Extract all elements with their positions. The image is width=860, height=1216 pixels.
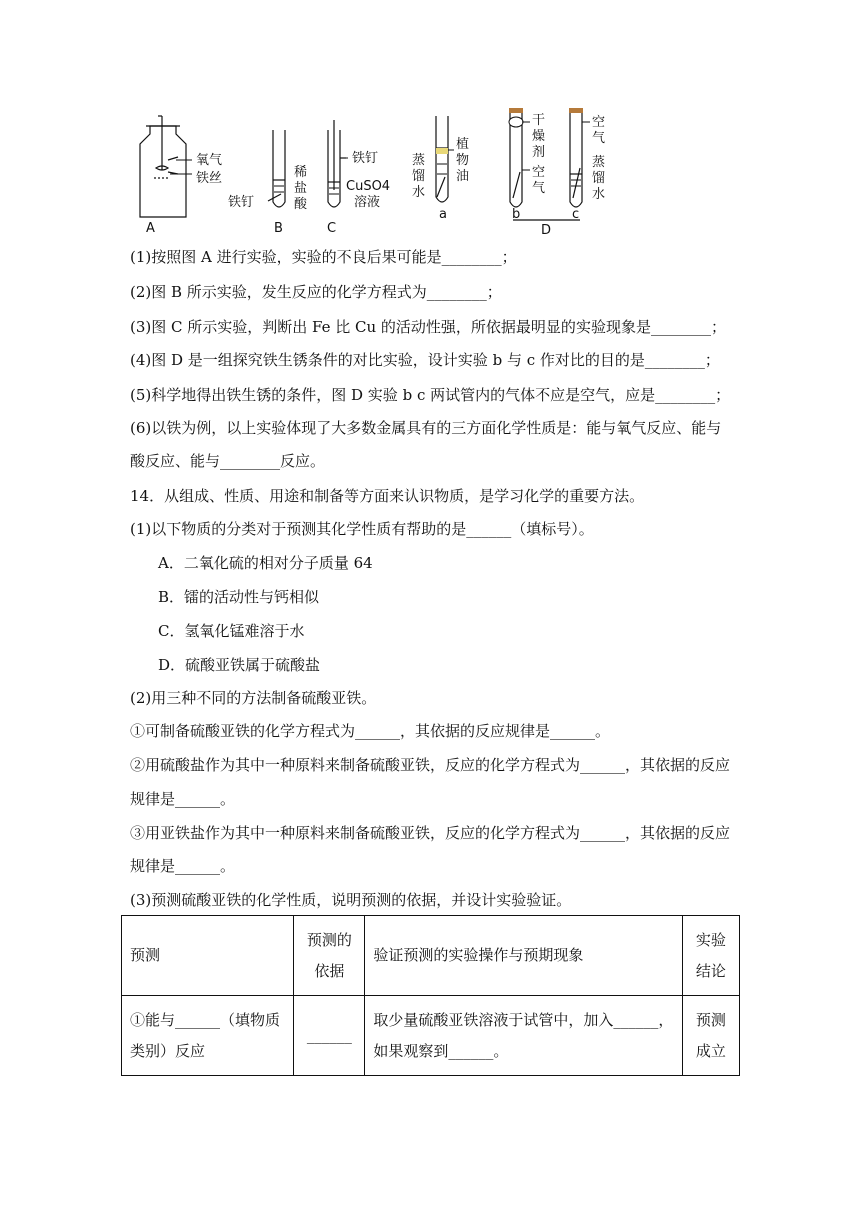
label-distilled-water-c-1: 蒸 [592, 155, 606, 170]
label-distilled-water-c-3: 水 [592, 187, 606, 202]
question-3: (3)图 C 所示实验，判断出 Fe 比 Cu 的活动性强，所依据最明显的实验现象是________； [130, 318, 726, 336]
label-dilute-hcl-3: 酸 [294, 197, 308, 212]
question-5: (5)科学地得出铁生锈的条件，图 D 实验 b c 两试管内的气体不应是空气，应是________； [130, 386, 731, 404]
question-1: (1)按照图 A 进行实验，实验的不良后果可能是________； [130, 248, 517, 266]
question-4: (4)图 D 是一组探究铁生锈条件的对比实验，设计实验 b 与 c 作对比的目的是________； [130, 351, 720, 369]
label-oxygen: 氧气 [196, 153, 223, 168]
question-6-line1: (6)以铁为例，以上实验体现了大多数金属具有的三方面化学性质是：能与氧气反应、能与 [130, 419, 722, 437]
label-distilled-water-c-2: 馏 [592, 171, 606, 186]
option-d: D．硫酸亚铁属于硫酸盐 [158, 656, 321, 674]
option-c: C．氢氧化锰难溶于水 [158, 622, 305, 640]
label-air-c-1: 空 [592, 115, 606, 130]
label-distilled-water-a-3: 水 [412, 185, 426, 200]
method-3-line1: ③用亚铁盐作为其中一种原料来制备硫酸亚铁，反应的化学方程式为______，其依据的反应 [130, 824, 731, 842]
header-conclusion: 实验 结论 [682, 916, 739, 996]
question-14-part3: (3)预测硫酸亚铁的化学性质，说明预测的依据，并设计实验验证。 [130, 891, 572, 909]
label-D: D [541, 223, 552, 238]
stopper-b [509, 108, 523, 113]
method-1: ①可制备硫酸亚铁的化学方程式为______，其依据的反应规律是______。 [130, 722, 611, 740]
method-2-line2: 规律是______。 [130, 790, 236, 808]
question-2: (2)图 B 所示实验，发生反应的化学方程式为________； [130, 283, 502, 301]
label-veg-oil-1: 植 [456, 137, 470, 152]
prediction-table [121, 915, 740, 1076]
label-c: c [572, 207, 580, 222]
method-3-line2: 规律是______。 [130, 857, 236, 875]
cell-basis: ______ [294, 996, 365, 1076]
label-iron-nail-c: 铁钉 [352, 151, 379, 166]
label-solution: 溶液 [354, 195, 381, 210]
question-14-part2: (2)用三种不同的方法制备硫酸亚铁。 [130, 689, 377, 707]
cell-prediction: ①能与______（填物质 类别）反应 [122, 996, 294, 1076]
experiment-apparatus-figure [118, 102, 678, 242]
label-air-b-1: 空 [532, 165, 546, 180]
cell-conclusion: 预测 成立 [682, 996, 739, 1076]
header-operation: 验证预测的实验操作与预期现象 [365, 916, 683, 996]
vegetable-oil-layer [436, 148, 448, 154]
header-prediction: 预测 [122, 916, 294, 996]
label-air-b-2: 气 [532, 181, 546, 196]
header-basis: 预测的 依据 [294, 916, 365, 996]
apparatus-diagram [118, 102, 678, 242]
label-C: C [327, 221, 337, 236]
label-B: B [274, 221, 283, 236]
question-14-part1: (1)以下物质的分类对于预测其化学性质有帮助的是______（填标号）。 [130, 520, 594, 538]
label-desiccant-3: 剂 [532, 145, 546, 160]
label-dilute-hcl-1: 稀 [294, 165, 308, 180]
gas-bottle-shape [140, 126, 186, 217]
option-b: B．镭的活动性与钙相似 [158, 588, 320, 606]
table-header-row [122, 916, 740, 996]
cell-operation: 取少量硫酸亚铁溶液于试管中，加入______， 如果观察到______。 [365, 996, 683, 1076]
label-desiccant-1: 干 [532, 113, 546, 128]
label-iron-nail-b: 铁钉 [228, 195, 255, 210]
label-dilute-hcl-2: 盐 [294, 181, 308, 196]
label-iron-wire: 铁丝 [196, 171, 223, 186]
label-A: A [146, 221, 155, 236]
method-2-line1: ②用硫酸盐作为其中一种原料来制备硫酸亚铁，反应的化学方程式为______，其依据的反应 [130, 756, 731, 774]
stopper-c [569, 108, 583, 113]
question-6-line2: 酸反应、能与________反应。 [130, 452, 326, 470]
label-veg-oil-2: 物 [456, 153, 470, 168]
label-a: a [439, 207, 447, 222]
label-b: b [512, 207, 521, 222]
label-veg-oil-3: 油 [456, 169, 470, 184]
table-row [122, 996, 740, 1076]
label-cuso4: CuSO4 [346, 179, 391, 194]
label-air-c-2: 气 [592, 131, 606, 146]
label-desiccant-2: 燥 [532, 129, 546, 144]
label-distilled-water-a-2: 馏 [412, 169, 426, 184]
question-14-title: 14．从组成、性质、用途和制备等方面来认识物质，是学习化学的重要方法。 [130, 487, 645, 505]
option-a: A．二氧化硫的相对分子质量 64 [158, 554, 373, 572]
label-distilled-water-a-1: 蒸 [412, 153, 426, 168]
